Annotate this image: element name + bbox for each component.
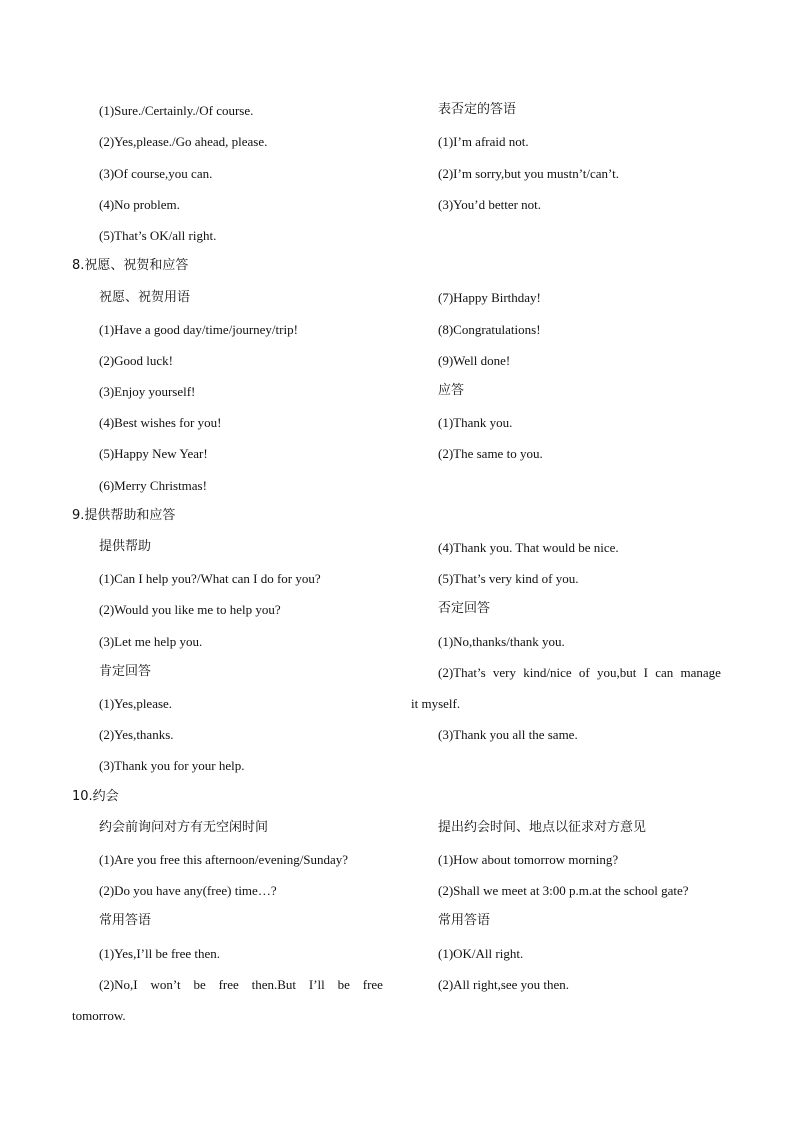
positive-reply-4: (4)Thank you. That would be nice. [438, 540, 619, 555]
free-time-reply-1: (1)Yes,I’ll be free then. [99, 946, 221, 961]
offer-help-3: (3)Let me help you. [99, 634, 203, 649]
help-negative-heading: 否定回答 [438, 601, 491, 616]
ask-free-time-heading: 约会前询问对方有无空闲时间 [99, 820, 269, 835]
negative-reply-3: (3)You’d better not. [438, 197, 542, 212]
help-positive-heading: 肯定回答 [99, 664, 152, 679]
wishes-heading: 祝愿、祝贺用语 [99, 290, 191, 305]
word: free [362, 977, 383, 992]
offer-help-1: (1)Can I help you?/What can I do for you? [99, 571, 321, 586]
help-positive-1: (1)Yes,please. [99, 696, 173, 711]
free-time-reply-2-continued: tomorrow. [72, 1008, 126, 1023]
permission-reply-2: (2)Yes,please./Go ahead, please. [99, 134, 268, 149]
wish-6: (6)Merry Christmas! [99, 478, 207, 493]
help-negative-1: (1)No,thanks/thank you. [438, 634, 565, 649]
ask-free-time-1: (1)Are you free this afternoon/evening/Sunday? [99, 852, 349, 867]
wish-2: (2)Good luck! [99, 353, 174, 368]
propose-time-heading: 提出约会时间、地点以征求对方意见 [438, 820, 647, 835]
ask-free-time-2: (2)Do you have any(free) time…? [99, 883, 277, 898]
propose-time-2: (2)Shall we meet at 3:00 p.m.at the school gate? [438, 883, 689, 898]
section-8-title: 8.祝愿、祝贺和应答 [72, 258, 189, 273]
wish-9: (9)Well done! [438, 353, 511, 368]
word: (2)No,I [99, 977, 138, 992]
propose-time-1: (1)How about tomorrow morning? [438, 852, 619, 867]
word: (2)That’s [438, 665, 486, 680]
word: manage [680, 665, 721, 680]
propose-reply-heading: 常用答语 [438, 913, 491, 928]
propose-reply-2: (2)All right,see you then. [438, 977, 570, 992]
section-10-title: 10.约会 [72, 789, 119, 804]
help-positive-2: (2)Yes,thanks. [99, 727, 174, 742]
help-negative-2 [438, 665, 721, 681]
offer-help-2: (2)Would you like me to help you? [99, 602, 281, 617]
positive-reply-5: (5)That’s very kind of you. [438, 571, 579, 586]
help-positive-3: (3)Thank you for your help. [99, 758, 245, 773]
word: kind/nice [523, 665, 572, 680]
word: then.But [251, 977, 297, 992]
permission-reply-5: (5)That’s OK/all right. [99, 228, 217, 243]
negative-reply-2: (2)I’m sorry,but you mustn’t/can’t. [438, 166, 620, 181]
free-time-reply-heading: 常用答语 [99, 913, 152, 928]
wish-7: (7)Happy Birthday! [438, 290, 541, 305]
free-time-reply-2 [99, 977, 383, 993]
help-negative-3: (3)Thank you all the same. [438, 727, 578, 742]
help-negative-2-continued: it myself. [411, 696, 461, 711]
wish-1: (1)Have a good day/time/journey/trip! [99, 322, 298, 337]
permission-reply-3: (3)Of course,you can. [99, 166, 213, 181]
wishes-reply-heading: 应答 [438, 383, 465, 398]
word: won’t [150, 977, 181, 992]
permission-reply-1: (1)Sure./Certainly./Of course. [99, 103, 254, 118]
wishes-reply-1: (1)Thank you. [438, 415, 513, 430]
word: of [578, 665, 590, 680]
negative-reply-heading: 表否定的答语 [438, 102, 517, 117]
offer-help-heading: 提供帮助 [99, 539, 152, 554]
wish-4: (4)Best wishes for you! [99, 415, 222, 430]
word: can [655, 665, 674, 680]
word: I [643, 665, 648, 680]
propose-reply-1: (1)OK/All right. [438, 946, 524, 961]
word: be [337, 977, 350, 992]
word: I’ll [308, 977, 325, 992]
word: be [193, 977, 206, 992]
wish-8: (8)Congratulations! [438, 322, 541, 337]
wishes-reply-2: (2)The same to you. [438, 446, 543, 461]
permission-reply-4: (4)No problem. [99, 197, 180, 212]
wish-3: (3)Enjoy yourself! [99, 384, 196, 399]
word: free [218, 977, 239, 992]
negative-reply-1: (1)I’m afraid not. [438, 134, 529, 149]
word: you,but [597, 665, 637, 680]
word: very [492, 665, 517, 680]
section-9-title: 9.提供帮助和应答 [72, 508, 176, 523]
wish-5: (5)Happy New Year! [99, 446, 208, 461]
